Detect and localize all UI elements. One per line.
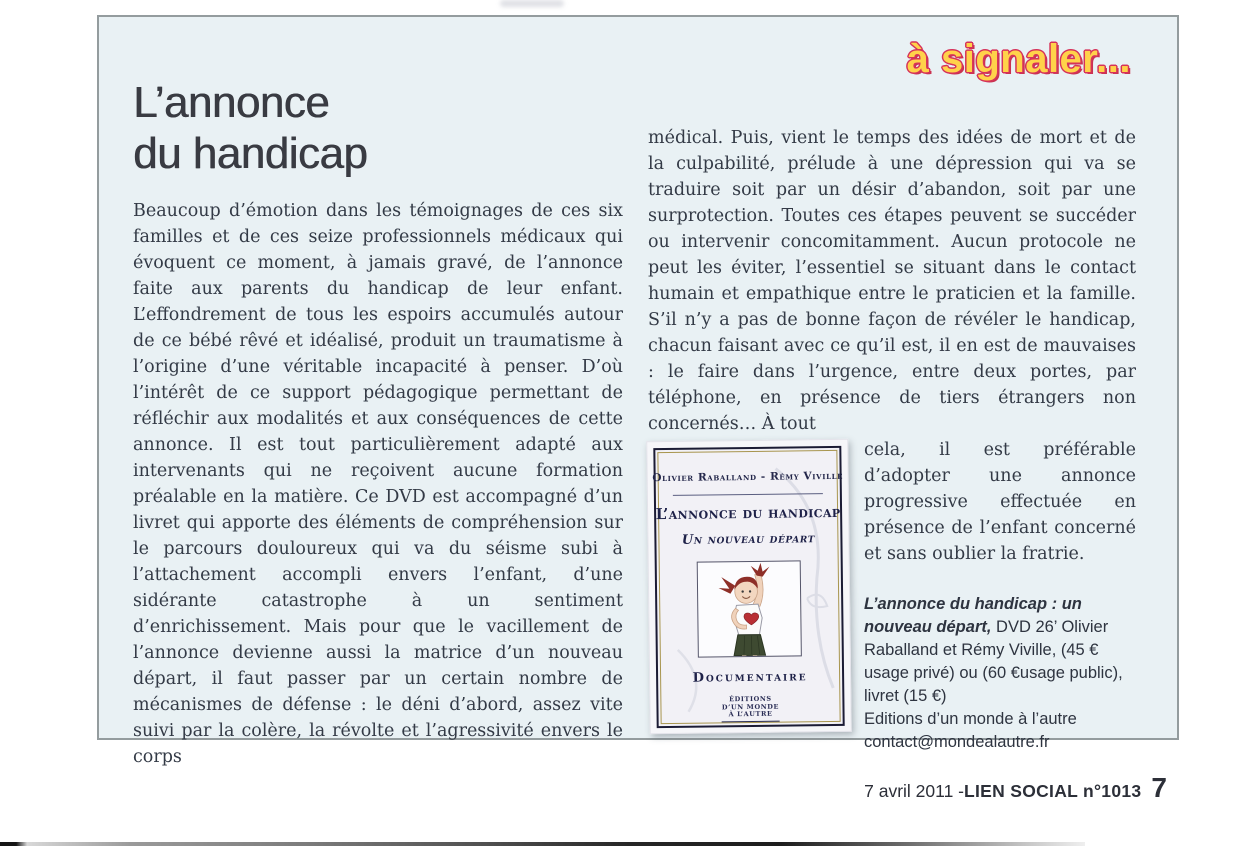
dvd-publisher-line2: D’UN MONDE <box>721 702 780 711</box>
contact-email: contact@mondealautre.fr <box>864 733 1050 751</box>
girl-illustration <box>697 561 802 658</box>
article-paragraph-right-wrap: cela, il est préférable d’adopter une annonce progressive effectuée en présence de l’enfant concerné et sans oublier la fratrie. <box>864 440 1136 564</box>
footer-date: 7 avril 2011 - <box>864 781 965 801</box>
dvd-subtitle: Un nouveau départ <box>681 531 816 549</box>
caption-credits: DVD 26’ Olivier Raballand et Rémy Viville, (45 € usage privé) ou (60 €usage public), livret (15 €) <box>864 618 1123 705</box>
article-column-left <box>133 198 623 770</box>
dvd-publisher-logo <box>722 696 779 722</box>
caption-title: L’annonce du handicap : un nouveau départ, <box>864 595 1082 636</box>
article-paragraph-left: Beaucoup d’émotion dans les témoignages de ces six familles et de ces seize professionnels médicaux qui évoquent ce moment, à jamais gravé, de l’annonce faite aux parents du handicap de leur enfant. L’effondrement de tous les espoirs accumulés autour de ce bébé rêvé et idéalisé, produit un traumatisme à l’origine d’une véritable incapacité à penser. D’où l’intérêt de ce support pédagogique permettant de réfléchir aux modalités et aux conséquences de cette annonce. Il est tout particulièrement adapté aux intervenants qui ne reçoivent aucune formation préalable en la matière. Ce DVD est accompagné d’un livret qui apporte des éléments de compréhension sur le parcours douloureux qui va du séisme subi à l’attachement accompli envers l’enfant, d’une sidérante catastrophe à un sentiment d’enrichissement. Mais pour que le vacillement de l’annonce devienne aussi la matrice d’un nouveau départ, il faut passer par un certain nombre de mécanismes de défense : le déni d’abord, assez vite suivi par la colère, la révolte et l’agressivité envers le corps <box>133 201 623 767</box>
article-title-line2: du handicap <box>133 129 368 178</box>
dvd-publisher-line1: ÉDITIONS <box>729 694 772 704</box>
scan-edge-artifact <box>0 842 1085 846</box>
footer-magazine-name: LIEN SOCIAL n°1013 <box>964 781 1142 801</box>
dvd-publisher-line3: À L’AUTRE <box>728 709 773 719</box>
dvd-cover <box>653 445 844 727</box>
article-right-lower <box>648 437 1136 754</box>
article-title-line1: L’annonce <box>133 78 330 127</box>
section-header: à signaler... <box>906 37 1131 81</box>
scan-smudge-artifact <box>500 0 564 7</box>
article-panel <box>97 15 1179 767</box>
dvd-rule <box>673 493 823 496</box>
dvd-authors: Olivier Raballand - Rémy Viville <box>652 469 844 484</box>
article-column-right <box>648 125 1136 754</box>
caption-publisher: Editions d’un monde à l’autre <box>864 710 1077 728</box>
page-footer <box>864 772 1167 804</box>
dvd-cover-photo <box>646 439 852 734</box>
dvd-genre: Documentaire <box>692 669 808 686</box>
dvd-title: L’annonce du handicap <box>655 503 841 524</box>
footer-page-number: 7 <box>1151 772 1167 803</box>
girl-illustration-svg <box>699 562 800 658</box>
dvd-cover-inner-frame <box>652 449 844 723</box>
article-paragraph-right-intro: médical. Puis, vient le temps des idées de mort et de la culpabilité, prélude à une dépression qui va se traduire soit par un désir d’abandon, soit par une surprotection. Toutes ces étapes peuvent se succéder ou intervenir concomitamment. Aucun protocole ne peut les éviter, l’essentiel se situant dans le contact humain et empathique entre le praticien et la famille. S’il n’y a pas de bonne façon de révéler le handicap, chacun faisant avec ce qu’il est, il en est de mauvaises : le faire dans l’urgence, entre deux portes, par téléphone, en présence de tiers étrangers non concernés… À tout <box>648 128 1136 434</box>
article-title <box>133 77 367 179</box>
